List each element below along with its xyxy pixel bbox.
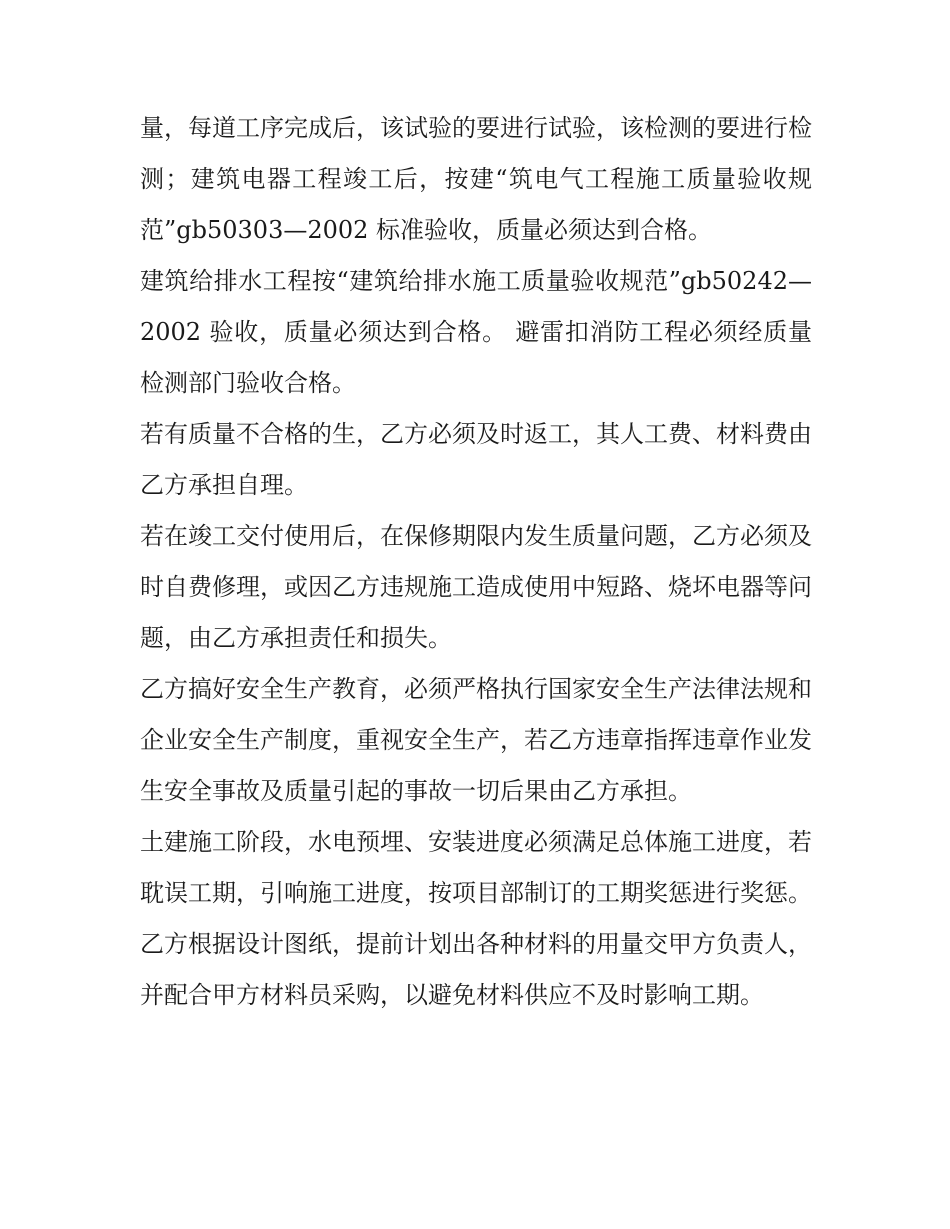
document-body — [140, 103, 812, 1021]
paragraph-acceptance-electrical: 量，每道工序完成后，该试验的要进行试验，该检测的要进行检测；建筑电器工程竣工后，按建“筑电气工程施工质量验收规范”gb50303—2002 标准验收，质量必须达到合格。 — [140, 114, 812, 244]
paragraph-rework: 若有质量不合格的生，乙方必须及时返工，其人工费、材料费由乙方承担自理。 — [140, 420, 812, 499]
paragraph-acceptance-plumbing: 建筑给排水工程按“建筑给排水施工质量验收规范”gb50242—2002 验收，质量必须达到合格。 避雷扣消防工程必须经质量检测部门验收合格。 — [140, 267, 812, 397]
paragraph-materials: 乙方根据设计图纸，提前计划出各种材料的用量交甲方负责人，并配合甲方材料员采购，以避免材料供应不及时影响工期。 — [140, 930, 812, 1009]
paragraph-safety: 乙方搞好安全生产教育，必须严格执行国家安全生产法律法规和企业安全生产制度，重视安全生产，若乙方违章指挥违章作业发生安全事故及质量引起的事故一切后果由乙方承担。 — [140, 675, 812, 805]
paragraph-schedule: 土建施工阶段，水电预埋、安装进度必须满足总体施工进度，若耽误工期，引响施工进度，按项目部制订的工期奖惩进行奖惩。 — [140, 828, 812, 907]
paragraph-warranty: 若在竣工交付使用后，在保修期限内发生质量问题，乙方必须及时自费修理，或因乙方违规施工造成使用中短路、烧坏电器等问题，由乙方承担责任和损失。 — [140, 522, 812, 652]
